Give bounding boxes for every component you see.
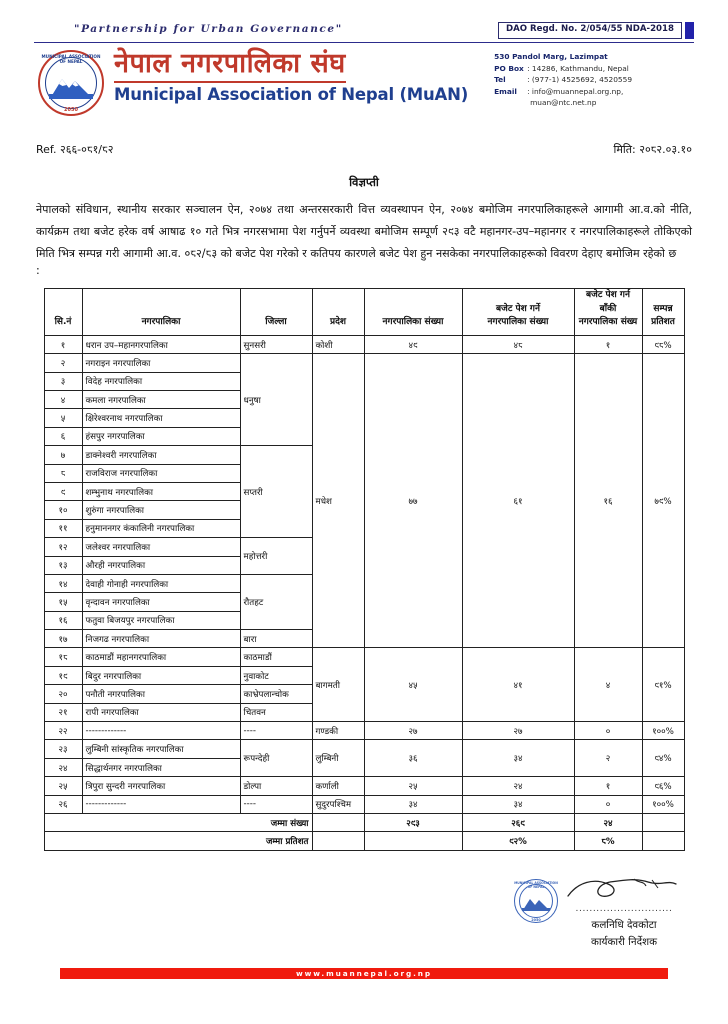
logo-year-text: 2050 [64,107,78,114]
table-row [44,354,684,372]
stamp-top-text: MUNICIPAL ASSOCIATION OF NEPAL [514,881,558,889]
cell-province: कर्णाली [312,777,364,795]
table-body [44,335,684,813]
cell-sn: ८ [44,464,82,482]
cell-municipality: त्रिपुरा सुन्दरी नगरपालिका [82,777,240,795]
cell-sn: २२ [44,722,82,740]
cell-province: कोशी [312,335,364,353]
total-count-percent [642,814,684,832]
contact-email-value: : info@muannepal.org.np, [527,86,624,96]
cell-district: ---- [240,722,312,740]
cell-sn: २५ [44,777,82,795]
signature-right [564,876,684,949]
ref-label: Ref. [36,143,57,157]
contact-tel-label: Tel [494,75,506,85]
cell-budget-presented: ४८ [462,335,574,353]
total-count-province-blank [312,814,364,832]
stamp-mountain-icon [522,895,550,911]
cell-municipality: राजविराज नगरपालिका [82,464,240,482]
th-muni-count: नगरपालिका संख्या [364,289,462,336]
muan-logo-icon [38,50,104,116]
cell-sn: १७ [44,630,82,648]
cell-sn: ६ [44,427,82,445]
cell-percent: ९१% [642,648,684,722]
cell-municipality: डाक्नेश्वरी नगरपालिका [82,446,240,464]
th-budget-remaining-line2: नगरपालिका संख्य [578,317,638,328]
cell-percent: १००% [642,795,684,813]
contact-pobox-label: PO Box [494,63,524,73]
cell-budget-presented: २७ [462,722,574,740]
cell-municipality: जलेश्वर नगरपालिका [82,538,240,556]
th-district: जिल्ला [240,289,312,336]
cell-municipality: काठमाडौं महानगरपालिका [82,648,240,666]
cell-sn: १६ [44,611,82,629]
cell-budget-presented: ३४ [462,795,574,813]
cell-municipality: लुम्बिनी सांस्कृतिक नगरपालिका [82,740,240,758]
cell-municipality: रापी नगरपालिका [82,703,240,721]
cell-district: सप्तरी [240,446,312,538]
official-stamp-icon [514,879,558,923]
th-budget-presented-line2: नगरपालिका संख्या [487,317,549,328]
cell-sn: १९ [44,666,82,684]
cell-district: चितवन [240,703,312,721]
cell-muni-count: २५ [364,777,462,795]
cell-muni-count: ७७ [364,354,462,648]
cell-sn: १२ [44,538,82,556]
cell-municipality: देवाही गोनाही नगरपालिका [82,574,240,592]
regd-group [498,22,694,39]
mountain-icon [49,73,93,99]
cell-municipality: हंसपुर नगरपालिका [82,427,240,445]
cell-municipality: फतुवा बिजयपुर नगरपालिका [82,611,240,629]
cell-district: रूपन्देही [240,740,312,777]
th-budget-remaining-line1: बजेट पेश गर्न बाँकी [586,290,630,314]
cell-sn: १४ [44,574,82,592]
cell-sn: १८ [44,648,82,666]
cell-district: बारा [240,630,312,648]
cell-municipality: ------------- [82,722,240,740]
cell-province: गण्डकी [312,722,364,740]
total-percent-row [44,832,684,850]
cell-sn: २३ [44,740,82,758]
org-name-english: Municipal Association of Nepal (MuAN) [114,84,469,104]
cell-budget-remaining: ० [574,795,642,813]
cell-municipality: हनुमाननगर कंकालिनी नगरपालिका [82,519,240,537]
th-percent-line2: प्रतिशत [651,317,675,328]
cell-percent: ९४% [642,740,684,777]
cell-municipality: नगराइन नगरपालिका [82,354,240,372]
contact-tel-row [494,74,632,85]
table-row [44,722,684,740]
letter-date [613,142,692,157]
th-percent-line1: सम्पन्न [653,303,673,314]
cell-percent: ९६% [642,777,684,795]
miti-label: मिति: [613,143,636,157]
cell-municipality: ------------- [82,795,240,813]
table-row [44,795,684,813]
total-percent-province-blank [312,832,364,850]
org-names [114,49,468,104]
cell-municipality: विदेह नगरपालिका [82,372,240,390]
th-budget-presented [462,289,574,336]
cell-municipality: क्षिरेश्वरनाथ नगरपालिका [82,409,240,427]
cell-province: सुदुरपश्चिम [312,795,364,813]
cell-district: धनुषा [240,354,312,446]
cell-muni-count: ३४ [364,795,462,813]
cell-district: काभ्रेपलान्चोक [240,685,312,703]
th-budget-remaining [574,289,642,336]
table-header-row [44,289,684,336]
footer-website-url: www.muannepal.org.np [295,969,433,978]
cell-district: नुवाकोट [240,666,312,684]
cell-muni-count: ४५ [364,648,462,722]
cell-province: मधेश [312,354,364,648]
cell-budget-remaining: ० [574,722,642,740]
cell-district: काठमाडौं [240,648,312,666]
cell-municipality: बिदुर नगरपालिका [82,666,240,684]
total-percent-presented: ९२% [462,832,574,850]
th-province: प्रदेश [312,289,364,336]
regd-blue-tick [685,22,694,39]
contact-block [494,51,632,108]
cell-sn: २६ [44,795,82,813]
cell-municipality: कमला नगरपालिका [82,391,240,409]
cell-municipality: वृन्दावन नगरपालिका [82,593,240,611]
org-name-nepali: नेपाल नगरपालिका संघ [114,49,346,82]
cell-sn: ५ [44,409,82,427]
brand-row [34,49,694,116]
cell-sn: २१ [44,703,82,721]
signatory-title: कार्यकारी निर्देशक [590,936,658,948]
municipality-budget-table [44,288,685,850]
contact-email-row [494,86,632,97]
total-percent-remaining: ८% [574,832,642,850]
tagline-row [34,22,694,39]
th-percent [642,289,684,336]
signature-block [514,876,684,949]
total-percent-label: जम्मा प्रतिशत [44,832,312,850]
letterhead [0,0,728,116]
table-footer [44,814,684,851]
cell-budget-presented: ६१ [462,354,574,648]
cell-sn: ११ [44,519,82,537]
cell-muni-count: २७ [364,722,462,740]
total-count-presented: २६९ [462,814,574,832]
notice-colon: : [36,264,40,278]
cell-budget-presented: ४१ [462,648,574,722]
cell-municipality: शुरुंगा नगरपालिका [82,501,240,519]
cell-sn: २४ [44,758,82,776]
cell-province: लुम्बिनी [312,740,364,777]
cell-budget-presented: २४ [462,777,574,795]
cell-municipality: पनौती नगरपालिका [82,685,240,703]
cell-sn: ३ [44,372,82,390]
cell-sn: २ [44,354,82,372]
cell-budget-remaining: १६ [574,354,642,648]
th-budget-presented-line1: बजेट पेश गर्ने [496,303,540,314]
cell-sn: ९ [44,482,82,500]
cell-district: महोत्तरी [240,538,312,575]
cell-district: सुनसरी [240,335,312,353]
total-count-label: जम्मा संख्या [44,814,312,832]
contact-address: 530 Pandol Marg, Lazimpat [494,52,608,62]
cell-budget-remaining: २ [574,740,642,777]
handwritten-signature-icon [564,876,684,902]
cell-percent: ९८% [642,335,684,353]
header-divider-rule [34,42,694,44]
cell-budget-presented: ३४ [462,740,574,777]
cell-sn: १५ [44,593,82,611]
ref-number [36,142,113,157]
cell-district: रौतहट [240,574,312,629]
cell-municipality: निजगढ नगरपालिका [82,630,240,648]
cell-budget-remaining: ४ [574,648,642,722]
cell-sn: २० [44,685,82,703]
table-row [44,740,684,758]
cell-municipality: शम्भुनाथ नगरपालिका [82,482,240,500]
table-row [44,335,684,353]
stamp-year-text: 2050 [531,917,541,922]
cell-sn: १ [44,335,82,353]
table-row [44,777,684,795]
cell-sn: १० [44,501,82,519]
cell-district: डोल्पा [240,777,312,795]
cell-muni-count: ४९ [364,335,462,353]
cell-province: बागमती [312,648,364,722]
signatory-name: कलनिधि देवकोटा [591,919,657,931]
cell-sn: ७ [44,446,82,464]
cell-percent: १००% [642,722,684,740]
cell-sn: ४ [44,391,82,409]
contact-pobox-value: : 14286, Kathmandu, Nepal [527,63,629,73]
notice-title: विज्ञप्ती [349,175,379,190]
footer-bar [60,968,668,979]
notice-paragraph: नेपालको संविधान, स्थानीय सरकार सञ्चालन ऐन, २०७४ तथा अन्तरसरकारी वित्त व्यवस्थापन ऐन, २०७४ बमोजिम नगरपालिकाहरूले आगामी आ.व.को नीति, कार्यक्रम तथा बजेट हरेक वर्ष आषाढ १० गते भित्र नगरसभामा पेश गर्नुपर्ने व्यवस्था बमोजिम सम्पूर्ण २९३ वटै महानगर-उप–महानगर र नगरपालिकाहरूले तोकिएको मिति भित्र सम्पन्न गरी आगामी आ.व. ०८२/८३ को बजेट पेश गरेको र कतिपय कारणले बजेट पेश हुन नसकेका नगरपालिकाहरूको विवरण देहाए बमोजिम रहेको छ [36,203,692,260]
ref-date-row [0,142,728,157]
signature-dotted-line: ............................ [575,904,673,914]
cell-budget-remaining: १ [574,777,642,795]
contact-email-value-2: muan@ntc.net.np [530,98,597,108]
contact-tel-value: : (977-1) 4525692, 4520559 [527,75,633,85]
cell-municipality: धरान उप–महानगरपालिका [82,335,240,353]
cell-budget-remaining: १ [574,335,642,353]
cell-sn: १३ [44,556,82,574]
th-sn: सि.नं [44,289,82,336]
total-count-muni: २९३ [364,814,462,832]
th-municipality: नगरपालिका [82,289,240,336]
cell-district: ---- [240,795,312,813]
contact-email-label: Email [494,86,517,96]
total-percent-muni [364,832,462,850]
miti-value: २०८२.०३.१० [639,143,692,157]
logo-top-text: MUNICIPAL ASSOCIATION OF NEPAL [41,53,101,64]
tagline-text: "Partnership for Urban Governance" [74,23,343,35]
cell-municipality: सिद्धार्थनगर नगरपालिका [82,758,240,776]
total-percent-percent [642,832,684,850]
ref-value: २६६-०८१/८२ [60,143,114,157]
total-count-remaining: २४ [574,814,642,832]
table-row [44,648,684,666]
cell-percent: ७९% [642,354,684,648]
cell-municipality: औरही नगरपालिका [82,556,240,574]
total-count-row [44,814,684,832]
contact-pobox-row [494,63,632,74]
regd-number: DAO Regd. No. 2/054/55 NDA-2018 [498,22,682,39]
cell-muni-count: ३६ [364,740,462,777]
